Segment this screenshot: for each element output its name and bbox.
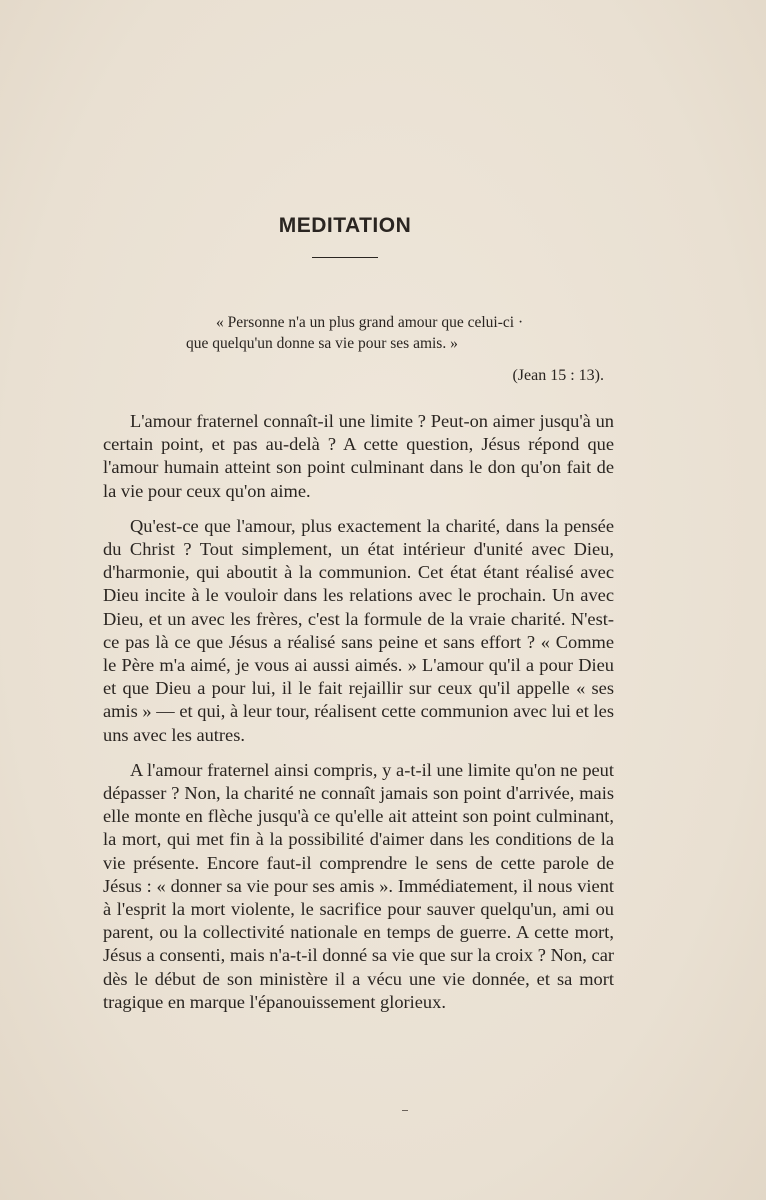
paragraph-1: L'amour fraternel connaît-il une limite ? Peut-on aimer jusqu'à un certain point, et pas au-delà ? A cette question, Jésus répond que l'amour humain atteint son point culminant dans le don qu'on fait de la vie pour ceux qu'on aime. xyxy=(103,411,614,501)
epigraph-reference: (Jean 15 : 13). xyxy=(512,367,604,384)
paragraph-3: A l'amour fraternel ainsi compris, y a-t-il une limite qu'on ne peut dépasser ? Non, la charité ne connaît jamais son point d'arrivée, mais elle monte en flèche jusqu'à ce qu'elle ait atteint son point culminant, la mort, qui met fin à la possibilité d'aimer dans les conditions de la vie présente. Encore faut-il comprendre le sens de cette parole de Jésus : « donner sa vie pour ses amis ». Immédiatement, il nous vient à l'esprit la mort violente, le sacrifice pour sauver quelqu'un, ami ou parent, ou la collectivité nationale en temps de guerre. A cette mort, Jésus a consenti, mais n'a-t-il donné sa vie que sur la croix ? Non, car dès le début de son ministère il a vécu une vie donnée, et sa mort tragique en marque l'épanouissement glorieux. xyxy=(103,759,614,1012)
body-text xyxy=(103,410,614,1026)
printer-mark xyxy=(402,1110,408,1111)
epigraph xyxy=(186,312,616,386)
paragraph-2: Qu'est-ce que l'amour, plus exactement la charité, dans la pensée du Christ ? Tout simplement, un état intérieur d'unité avec Dieu, d'harmonie, qui aboutit à la communion. Cet état étant réalisé avec Dieu incite à le vouloir dans les relations avec le prochain. Un avec Dieu, et un avec les frères, c'est la formule de la vraie charité. N'est-ce pas là ce que Jésus a réalisé sans peine et sans effort ? « Comme le Père m'a aimé, je vous ai aussi aimés. » L'amour qu'il a pour Dieu et que Dieu a pour lui, il le fait rejaillir sur ceux qu'il appelle « ses amis » — et qui, à leur tour, réalisent cette communion avec lui et les uns avec les autres. xyxy=(103,515,614,745)
title-rule xyxy=(312,257,378,258)
epigraph-line-1: « Personne n'a un plus grand amour que celui-ci · xyxy=(216,314,524,331)
epigraph-line-2: que quelqu'un donne sa vie pour ses amis. » xyxy=(186,335,458,352)
page-title: MEDITATION xyxy=(278,214,412,237)
